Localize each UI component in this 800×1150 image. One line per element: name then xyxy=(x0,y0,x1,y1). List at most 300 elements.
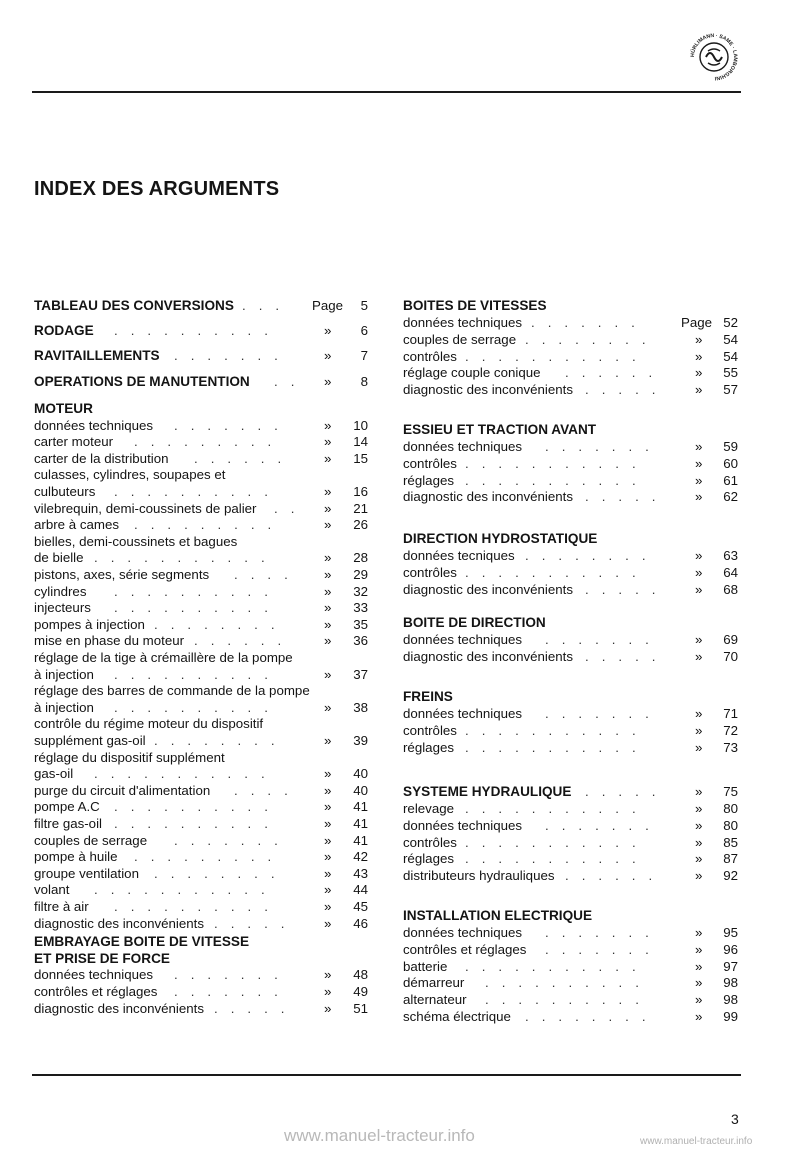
entry-label: contrôles xyxy=(403,348,457,364)
page-number-ref: 57 xyxy=(723,382,738,398)
index-entry xyxy=(403,315,738,331)
index-entry xyxy=(34,833,368,849)
entry-label: carter moteur xyxy=(34,434,114,450)
index-entry xyxy=(403,740,738,756)
leader-dots: ...... xyxy=(565,868,666,884)
index-entry xyxy=(34,916,368,932)
index-entry xyxy=(403,632,738,648)
section-heading-embrayage: EMBRAYAGE BOITE DE VITESSE xyxy=(34,934,250,950)
page-prefix: » xyxy=(695,564,703,580)
page-number-ref: 41 xyxy=(353,799,368,815)
entry-label: schéma électrique xyxy=(403,1009,511,1024)
entry-label: OPERATIONS DE MANUTENTION xyxy=(34,374,250,389)
entry-label: pompes à injection xyxy=(34,616,145,632)
leader-dots: ....... xyxy=(174,348,291,363)
page-prefix: » xyxy=(695,801,703,816)
page-number-ref: 15 xyxy=(353,450,368,466)
index-entry xyxy=(403,649,738,665)
leader-dots: ........... xyxy=(465,348,649,364)
page-prefix: » xyxy=(695,706,703,721)
leader-dots: .......... xyxy=(485,992,652,1008)
page-prefix: » xyxy=(324,567,332,582)
leader-dots: .......... xyxy=(114,484,281,499)
leader-dots: ........ xyxy=(525,548,659,563)
page-prefix: » xyxy=(324,799,332,815)
index-entry xyxy=(34,799,368,815)
leader-dots: ....... xyxy=(545,925,662,940)
entry-label: RODAGE xyxy=(34,323,94,338)
page-prefix: Page xyxy=(312,298,344,313)
entry-label: contrôles xyxy=(403,722,457,738)
page-prefix: » xyxy=(324,699,332,715)
entry-label: contrôles xyxy=(403,834,457,850)
entry-label: purge du circuit d'alimentation xyxy=(34,782,211,798)
page-prefix: » xyxy=(324,323,332,338)
leader-dots: ....... xyxy=(545,817,662,833)
index-entry xyxy=(403,439,738,455)
entry-label: mise en phase du moteur xyxy=(34,633,185,649)
page-number-ref: 64 xyxy=(723,564,738,580)
page-prefix: » xyxy=(695,784,703,799)
leader-dots: ....... xyxy=(174,832,291,848)
entry-label: données techniques xyxy=(403,706,523,721)
entry-label: distributeurs hydrauliques xyxy=(403,868,555,884)
index-entry xyxy=(34,451,368,467)
leader-dots: .......... xyxy=(114,600,281,616)
section-heading: INSTALLATION ELECTRIQUE xyxy=(403,908,593,923)
page-prefix: » xyxy=(695,581,703,597)
entry-label: gas-oil xyxy=(34,766,74,782)
leader-dots: ...... xyxy=(194,450,295,466)
entry-label: données techniques xyxy=(403,817,523,833)
page-prefix: » xyxy=(695,439,703,454)
page-number-ref: 85 xyxy=(723,834,738,850)
watermark-small: www.manuel-tracteur.info xyxy=(640,1136,753,1147)
index-entry xyxy=(403,332,738,348)
page-prefix: » xyxy=(695,868,703,884)
page-number-ref: 98 xyxy=(723,975,738,991)
index-entry xyxy=(403,565,738,581)
page-number-ref: 42 xyxy=(353,849,368,865)
entry-label-line: bielles, demi-coussinets et bagues xyxy=(34,533,238,549)
page-prefix: » xyxy=(324,600,332,616)
index-entry xyxy=(403,868,738,884)
page-prefix: » xyxy=(695,941,703,957)
page-number-ref: 62 xyxy=(723,489,738,505)
entry-label: réglages xyxy=(403,472,455,488)
header-rule xyxy=(32,91,741,93)
index-top-entry xyxy=(34,323,368,339)
index-entry xyxy=(403,582,738,598)
page-prefix: » xyxy=(324,865,332,881)
index-entry xyxy=(34,849,368,865)
index-entry xyxy=(403,456,738,472)
entry-label: alternateur xyxy=(403,992,467,1008)
page-prefix: » xyxy=(324,484,332,499)
index-entry xyxy=(34,484,368,500)
leader-dots: .. xyxy=(274,374,308,389)
leader-dots: ........ xyxy=(525,331,659,347)
leader-dots: ........... xyxy=(465,564,649,580)
index-entry xyxy=(403,851,738,867)
entry-label: diagnostic des inconvénients xyxy=(403,489,574,505)
page-prefix: » xyxy=(324,984,332,999)
leader-dots: ......... xyxy=(134,849,285,865)
page-number-ref: 97 xyxy=(723,958,738,974)
logo-text: HÜRLIMANN · SAME · LAMBORGHINI xyxy=(690,33,738,81)
right-index-column xyxy=(403,298,738,1038)
entry-label: volant xyxy=(34,882,70,898)
entry-label: diagnostic des inconvénients xyxy=(403,581,574,597)
page-prefix: » xyxy=(324,434,332,450)
page-prefix: » xyxy=(695,648,703,664)
leader-dots: ..... xyxy=(214,1000,298,1016)
leader-dots: ..... xyxy=(585,648,669,664)
leader-dots: ........... xyxy=(94,882,278,898)
entry-label: données techniques xyxy=(403,925,523,940)
leader-dots: ....... xyxy=(174,967,291,983)
page-prefix: » xyxy=(324,583,332,599)
page-number-ref: 41 xyxy=(353,832,368,848)
page-number-ref: 92 xyxy=(723,868,738,884)
page-prefix: » xyxy=(324,550,332,566)
page-number-ref: 54 xyxy=(723,348,738,364)
page-prefix: » xyxy=(324,899,332,914)
page-prefix: » xyxy=(324,374,332,389)
index-entry xyxy=(34,766,368,782)
section-heading: DIRECTION HYDROSTATIQUE xyxy=(403,531,598,546)
entry-label: diagnostic des inconvénients xyxy=(34,1000,205,1016)
entry-label: SYSTEME HYDRAULIQUE xyxy=(403,784,572,799)
page-prefix: » xyxy=(324,766,332,782)
page-number-ref: 29 xyxy=(353,567,368,582)
leader-dots: .......... xyxy=(114,323,281,338)
page-prefix: » xyxy=(324,616,332,632)
leader-dots: ........... xyxy=(465,801,649,816)
leader-dots: .......... xyxy=(114,799,281,815)
leader-dots: ..... xyxy=(585,489,669,505)
leader-dots: ....... xyxy=(531,315,648,330)
page-number-ref: 32 xyxy=(353,583,368,599)
section-heading: BOITE DE DIRECTION xyxy=(403,615,546,630)
page-prefix: » xyxy=(695,975,703,991)
page-number-ref: 6 xyxy=(360,323,368,338)
entry-label: réglage couple conique xyxy=(403,365,541,381)
page-number-ref: 98 xyxy=(723,992,738,1008)
page-prefix: » xyxy=(695,834,703,850)
index-entry xyxy=(403,382,738,398)
entry-label: batterie xyxy=(403,958,448,974)
index-entry xyxy=(403,818,738,834)
leader-dots: ........... xyxy=(465,851,649,867)
page-title: INDEX DES ARGUMENTS xyxy=(34,178,280,200)
index-entry xyxy=(403,992,738,1008)
entry-label: relevage xyxy=(403,801,455,816)
entry-label: pompe à huile xyxy=(34,849,118,865)
index-entry xyxy=(403,835,738,851)
page-prefix: » xyxy=(695,739,703,755)
leader-dots: ....... xyxy=(545,439,662,454)
section-heading-entry xyxy=(403,784,738,800)
page-prefix: » xyxy=(695,382,703,398)
leader-dots: ....... xyxy=(545,632,662,647)
section-heading: ESSIEU ET TRACTION AVANT xyxy=(403,422,597,437)
brand-logo xyxy=(690,33,738,81)
leader-dots: ..... xyxy=(585,581,669,597)
index-entry xyxy=(403,723,738,739)
entry-label: cylindres xyxy=(34,583,87,599)
entry-label-line: réglage des barres de commande de la pompe xyxy=(34,683,310,699)
entry-label: filtre à air xyxy=(34,899,89,914)
page-number-ref: 95 xyxy=(723,925,738,940)
page-prefix: » xyxy=(695,548,703,563)
section-heading: FREINS xyxy=(403,689,453,704)
leader-dots: ..... xyxy=(214,915,298,931)
index-entry xyxy=(403,975,738,991)
entry-label: données techniques xyxy=(34,967,154,983)
page-prefix: » xyxy=(324,417,332,433)
leader-dots: ..... xyxy=(585,784,669,799)
page-number-ref: 72 xyxy=(723,722,738,738)
entry-label: contrôles et réglages xyxy=(403,941,527,957)
page-number-ref: 5 xyxy=(360,298,368,313)
page-number-ref: 46 xyxy=(353,915,368,931)
page-number-ref: 41 xyxy=(353,816,368,831)
leader-dots: .... xyxy=(234,782,301,798)
entry-label: pompe A.C xyxy=(34,799,100,815)
left-index-column xyxy=(34,298,368,1038)
page-number-ref: 73 xyxy=(723,739,738,755)
leader-dots: ........ xyxy=(154,616,288,632)
page-number-ref: 49 xyxy=(353,984,368,999)
index-entry xyxy=(34,550,368,566)
index-entry xyxy=(34,899,368,915)
leader-dots: ....... xyxy=(174,984,291,999)
leader-dots: ... xyxy=(242,298,293,313)
page-prefix: » xyxy=(324,348,332,363)
leader-dots: ....... xyxy=(545,941,662,957)
page-prefix: » xyxy=(695,348,703,364)
page-number-ref: 37 xyxy=(353,666,368,682)
index-entry xyxy=(403,801,738,817)
page-number-ref: 71 xyxy=(723,706,738,721)
page-number-ref: 8 xyxy=(360,374,368,389)
index-entry xyxy=(34,418,368,434)
page-number-ref: 7 xyxy=(360,348,368,363)
index-entry xyxy=(403,1009,738,1025)
page-number-ref: 21 xyxy=(353,500,368,516)
page-number-ref: 40 xyxy=(353,782,368,798)
page-number-ref: 36 xyxy=(353,633,368,649)
page-prefix: » xyxy=(324,1000,332,1016)
entry-label: données techniques xyxy=(34,417,154,433)
page-prefix: » xyxy=(695,817,703,833)
index-entry xyxy=(34,816,368,832)
leader-dots: .......... xyxy=(114,583,281,599)
index-entry xyxy=(34,434,368,450)
leader-dots: ......... xyxy=(134,434,285,450)
entry-label: diagnostic des inconvénients xyxy=(403,648,574,664)
leader-dots: ........ xyxy=(154,733,288,748)
leader-dots: ..... xyxy=(585,382,669,398)
page-number-ref: 96 xyxy=(723,941,738,957)
page-number-ref: 38 xyxy=(353,699,368,715)
leader-dots: ........... xyxy=(465,958,649,974)
entry-label: diagnostic des inconvénients xyxy=(403,382,574,398)
entry-label: diagnostic des inconvénients xyxy=(34,915,205,931)
page-prefix: » xyxy=(695,331,703,347)
page-prefix: » xyxy=(324,450,332,466)
page-prefix: » xyxy=(324,882,332,898)
index-entry xyxy=(403,706,738,722)
page-number-ref: 40 xyxy=(353,766,368,782)
index-entry xyxy=(403,365,738,381)
entry-label: culbuteurs xyxy=(34,484,96,499)
leader-dots: ........ xyxy=(525,1009,659,1024)
page-number-ref: 28 xyxy=(353,550,368,566)
index-top-entry xyxy=(34,374,368,390)
entry-label: carter de la distribution xyxy=(34,450,169,466)
page-number-ref: 10 xyxy=(353,417,368,433)
page-number-ref: 16 xyxy=(353,484,368,499)
section-heading-embrayage-2: ET PRISE DE FORCE xyxy=(34,950,170,966)
entry-label: données techniques xyxy=(403,439,523,454)
page-number-ref: 80 xyxy=(723,801,738,816)
leader-dots: ........... xyxy=(465,455,649,471)
entry-label: arbre à cames xyxy=(34,517,119,533)
page-prefix: » xyxy=(324,517,332,533)
index-entry xyxy=(34,882,368,898)
page-number-ref: 63 xyxy=(723,548,738,563)
entry-label: couples de serrage xyxy=(403,331,517,347)
page-number-ref: 45 xyxy=(353,899,368,914)
page-prefix: » xyxy=(695,925,703,940)
watermark: www.manuel-tracteur.info xyxy=(284,1126,475,1145)
index-entry xyxy=(34,700,368,716)
entry-label: à injection xyxy=(34,666,94,682)
footer-rule xyxy=(32,1074,741,1076)
entry-label-line: réglage de la tige à crémaillère de la pompe xyxy=(34,650,293,665)
leader-dots: .......... xyxy=(114,666,281,682)
page-prefix: » xyxy=(695,365,703,381)
index-entry xyxy=(403,473,738,489)
page-prefix: » xyxy=(695,958,703,974)
page-prefix: » xyxy=(324,816,332,831)
page-prefix: » xyxy=(695,722,703,738)
entry-label: données techniques xyxy=(403,632,523,647)
leader-dots: ........... xyxy=(465,739,649,755)
entry-label: contrôles xyxy=(403,564,457,580)
page-number-ref: 55 xyxy=(723,365,738,381)
index-entry xyxy=(34,984,368,1000)
leader-dots: ........ xyxy=(154,865,288,881)
entry-label: filtre gas-oil xyxy=(34,816,102,831)
index-entry xyxy=(34,567,368,583)
index-entry xyxy=(34,783,368,799)
entry-label: réglages xyxy=(403,739,455,755)
page-number-ref: 26 xyxy=(353,517,368,533)
page-number-ref: 51 xyxy=(353,1000,368,1016)
index-entry xyxy=(34,733,368,749)
page-number-ref: 68 xyxy=(723,581,738,597)
page-number-ref: 14 xyxy=(353,434,368,450)
page-number-ref: 54 xyxy=(723,331,738,347)
page-prefix: » xyxy=(324,967,332,983)
entry-label: données techniques xyxy=(403,315,523,330)
leader-dots: ....... xyxy=(545,706,662,721)
page-number-ref: 69 xyxy=(723,632,738,647)
page-prefix: » xyxy=(324,500,332,516)
page-number-ref: 35 xyxy=(353,616,368,632)
entry-label: groupe ventilation xyxy=(34,865,139,881)
entry-label: démarreur xyxy=(403,975,465,991)
page-prefix: Page xyxy=(681,315,713,330)
entry-label: contrôles xyxy=(403,455,457,471)
index-entry xyxy=(403,942,738,958)
leader-dots: .......... xyxy=(114,899,281,914)
index-entry xyxy=(403,548,738,564)
index-entry xyxy=(34,967,368,983)
leader-dots: .... xyxy=(234,567,301,582)
section-heading: BOITES DE VITESSES xyxy=(403,298,547,313)
index-entry xyxy=(34,600,368,616)
entry-label: réglages xyxy=(403,851,455,867)
index-entry xyxy=(34,866,368,882)
leader-dots: ...... xyxy=(194,633,295,649)
entry-label-line: contrôle du régime moteur du dispositif xyxy=(34,716,264,732)
leader-dots: ....... xyxy=(174,417,291,433)
page-number-ref: 48 xyxy=(353,967,368,983)
entry-label: couples de serrage xyxy=(34,832,148,848)
index-entry xyxy=(403,489,738,505)
leader-dots: .. xyxy=(274,500,308,516)
index-entry xyxy=(34,1001,368,1017)
leader-dots: .......... xyxy=(114,816,281,831)
leader-dots: .......... xyxy=(485,975,652,991)
page-prefix: » xyxy=(324,733,332,748)
entry-label: RAVITAILLEMENTS xyxy=(34,348,160,363)
page-number-ref: 70 xyxy=(723,648,738,664)
index-entry xyxy=(34,617,368,633)
entry-label: à injection xyxy=(34,699,94,715)
entry-label: de bielle xyxy=(34,550,84,566)
page-number-ref: 39 xyxy=(353,733,368,748)
page-number-ref: 87 xyxy=(723,851,738,867)
leader-dots: ...... xyxy=(565,365,666,381)
leader-dots: ........... xyxy=(94,766,278,782)
entry-label: pistons, axes, série segments xyxy=(34,567,210,582)
section-heading-moteur: MOTEUR xyxy=(34,401,93,416)
page-prefix: » xyxy=(695,455,703,471)
page-prefix: » xyxy=(324,633,332,649)
entry-label-line: culasses, cylindres, soupapes et xyxy=(34,467,226,483)
index-entry xyxy=(403,349,738,365)
leader-dots: ........... xyxy=(465,722,649,738)
page-number-ref: 43 xyxy=(353,865,368,881)
page-prefix: » xyxy=(695,489,703,505)
entry-label: TABLEAU DES CONVERSIONS xyxy=(34,298,234,313)
page-number-ref: 75 xyxy=(723,784,738,799)
leader-dots: ........... xyxy=(94,550,278,566)
page-number-ref: 44 xyxy=(353,882,368,898)
index-top-entry xyxy=(34,348,368,364)
index-entry xyxy=(34,501,368,517)
page-number-ref: 33 xyxy=(353,600,368,616)
entry-label: injecteurs xyxy=(34,600,91,616)
page-number-ref: 59 xyxy=(723,439,738,454)
entry-label-line: réglage du dispositif supplément xyxy=(34,749,225,765)
page-number-ref: 99 xyxy=(723,1009,738,1024)
